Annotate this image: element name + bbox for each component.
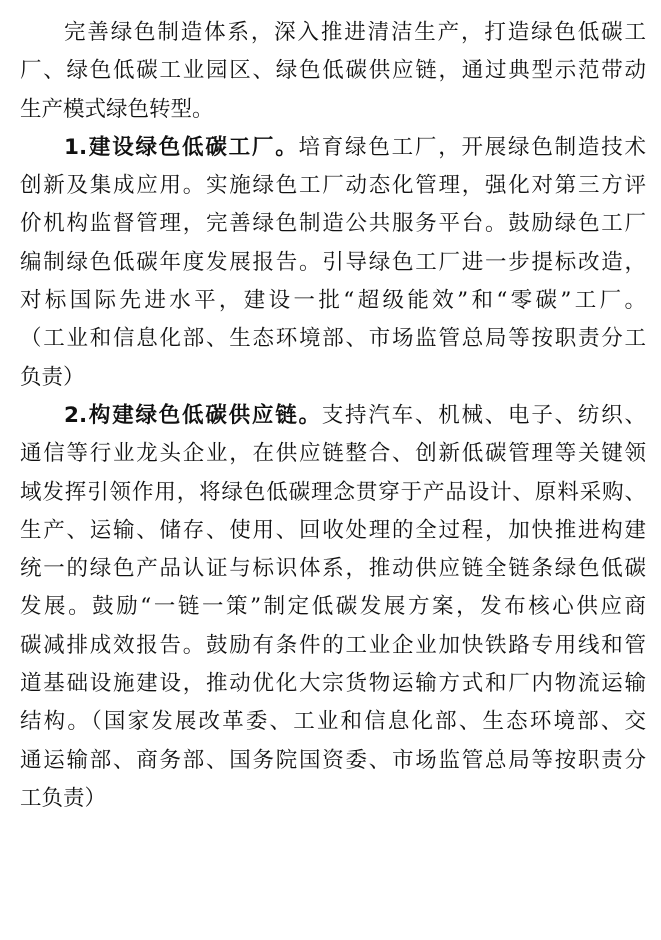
text-line: 生产模式绿色转型。	[20, 96, 214, 122]
text-run: 支持汽车、机械、电子、纺织、	[321, 402, 646, 428]
text-line	[20, 129, 646, 167]
text-line: 对标国际先进水平，建设一批“超级能效”和“零碳”工厂。	[20, 288, 646, 314]
text-line: 碳减排成效报告。鼓励有条件的工业企业加快铁路专用线和管	[20, 632, 646, 658]
text-line	[20, 397, 646, 435]
paragraph-green-factory	[20, 129, 646, 397]
text-line: 完善绿色制造体系，深入推进清洁生产，打造绿色低碳工	[64, 20, 646, 45]
paragraph-intro	[20, 14, 646, 129]
text-line: 创新及集成应用。实施绿色工厂动态化管理，强化对第三方评	[20, 173, 646, 199]
text-line: 道基础设施建设，推动优化大宗货物运输方式和厂内物流运输	[20, 671, 646, 697]
text-line: 域发挥引领作用，将绿色低碳理念贯穿于产品设计、原料采购、	[20, 479, 646, 505]
text-line: 工负责）	[20, 785, 107, 811]
text-line: 负责）	[20, 364, 85, 390]
section-heading: 2.构建绿色低碳供应链。	[64, 402, 322, 428]
text-line: 结构。（国家发展改革委、工业和信息化部、生态环境部、交	[20, 709, 646, 735]
text-line: 通信等行业龙头企业，在供应链整合、创新低碳管理等关键领	[20, 441, 646, 467]
text-line: 编制绿色低碳年度发展报告。引导绿色工厂进一步提标改造，	[20, 249, 646, 275]
text-line: （工业和信息化部、生态环境部、市场监管总局等按职责分工	[20, 326, 646, 352]
document-page	[20, 14, 646, 818]
section-heading: 1.建设绿色低碳工厂。	[64, 134, 299, 160]
text-line: 厂、绿色低碳工业园区、绿色低碳供应链，通过典型示范带动	[20, 58, 646, 84]
text-line: 价机构监督管理，完善绿色制造公共服务平台。鼓励绿色工厂	[20, 211, 646, 237]
text-run: 培育绿色工厂，开展绿色制造技术	[298, 134, 646, 160]
text-line: 统一的绿色产品认证与标识体系，推动供应链全链条绿色低碳	[20, 556, 646, 582]
text-line: 通运输部、商务部、国务院国资委、市场监管总局等按职责分	[20, 747, 646, 773]
text-line: 生产、运输、储存、使用、回收处理的全过程，加快推进构建	[20, 517, 646, 543]
text-line: 发展。鼓励“一链一策”制定低碳发展方案，发布核心供应商	[20, 594, 646, 620]
paragraph-green-supply-chain	[20, 397, 646, 818]
